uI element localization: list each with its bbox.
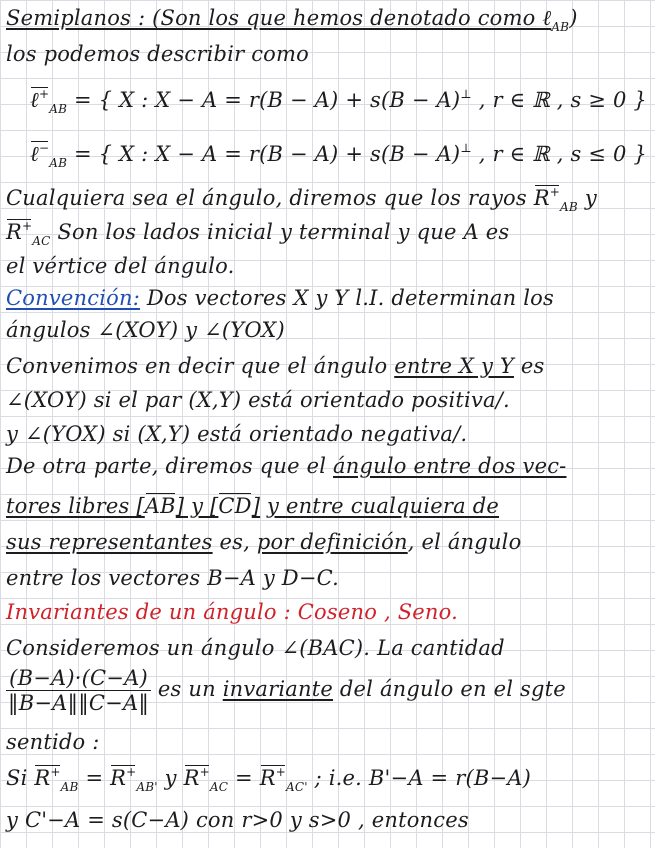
- overline-symbol: [34, 764, 60, 795]
- heading-text: Invariantes de un ángulo : Coseno , Seno.: [6, 600, 458, 624]
- text-line-14: [6, 492, 499, 520]
- text-line-12: [6, 420, 467, 448]
- formula-cosine-fraction: [6, 666, 566, 715]
- symbol: R: [183, 766, 200, 790]
- symbol: R: [6, 220, 23, 244]
- text: , el ángulo: [407, 530, 522, 554]
- text: entre los vectores B−A y D−C.: [6, 566, 340, 590]
- vector-ab: AB: [144, 494, 176, 518]
- text-line-5: [6, 184, 597, 215]
- text: Si: [6, 766, 35, 790]
- text-line-11: [6, 386, 510, 414]
- text: ángulos ∠(XOY) y ∠(YOX): [6, 318, 285, 342]
- subscript: AB: [560, 200, 578, 214]
- text: Consideremos un ángulo ∠(BAC). La cantidad: [6, 636, 505, 660]
- text: y C'−A = s(C−A) con r>0 y s>0 , entonces: [6, 808, 469, 832]
- text-line-9: [6, 316, 285, 344]
- text: los podemos describir como: [6, 42, 309, 66]
- superscript: +: [22, 219, 33, 233]
- superscript: +: [126, 765, 137, 779]
- text-line-8: [6, 284, 554, 312]
- subscript: AB: [551, 20, 570, 34]
- text: es un: [151, 677, 223, 701]
- superscript: +: [549, 185, 561, 199]
- text: ; i.e. B'−A = r(B−A): [307, 766, 532, 790]
- text: , r ∈ ℝ , s ≤ 0 }: [471, 142, 647, 166]
- text-line-7: [6, 252, 235, 280]
- underlined-text: y entre cualquiera de: [267, 494, 500, 518]
- heading-semiplanos: Semiplanos : (Son los que hemos denotado como ℓ: [6, 6, 552, 30]
- text: =: [228, 766, 260, 790]
- subscript: AB: [49, 156, 68, 170]
- text: Dos vectores X y Y l.I. determinan los: [139, 286, 554, 310]
- text: Son los lados inicial y terminal y que A es: [50, 220, 510, 244]
- subscript: AC: [32, 234, 51, 248]
- text-line-6: [6, 218, 509, 249]
- underlined-text: ] y [: [175, 494, 219, 518]
- text-line-2: [6, 40, 309, 68]
- text: , r ∈ ℝ , s ≥ 0 }: [471, 88, 647, 112]
- text-line-22: [6, 806, 469, 834]
- text-line-20: [6, 728, 100, 756]
- section-heading-invariantes: [6, 598, 458, 626]
- text: y ∠(YOX) si (X,Y) está orientado negativa/.: [6, 422, 468, 446]
- symbol: R: [533, 186, 550, 210]
- overline-symbol: [6, 218, 32, 249]
- perp-symbol: ⊥: [460, 87, 472, 101]
- fraction-denominator: ‖B−A‖‖C−A‖: [8, 691, 150, 715]
- perp-symbol: ⊥: [460, 141, 472, 155]
- subscript: AC': [285, 780, 308, 794]
- symbol: R: [34, 766, 51, 790]
- text-line-16: [6, 564, 339, 592]
- underlined-text: ]: [251, 494, 261, 518]
- text: sentido :: [6, 730, 100, 754]
- superscript: +: [50, 765, 61, 779]
- underlined-text: entre X y Y: [394, 354, 514, 378]
- text-line-13: [6, 452, 566, 480]
- superscript: +: [38, 87, 50, 101]
- text-line-21: [6, 764, 531, 795]
- text: =: [78, 766, 111, 790]
- text-line-15: [6, 528, 521, 556]
- text: Cualquiera sea el ángulo, diremos que los rayos: [6, 186, 534, 210]
- text: ): [569, 6, 578, 30]
- text-line-1: [6, 4, 578, 35]
- underlined-text: invariante: [222, 677, 334, 701]
- subscript: AB': [136, 780, 158, 794]
- symbol: ℓ: [30, 142, 39, 166]
- formula-halfplane-positive: [30, 86, 647, 117]
- symbol: R: [110, 766, 127, 790]
- text: Convenimos en decir que el ángulo: [6, 354, 395, 378]
- overline-symbol: [184, 764, 210, 795]
- text: es: [513, 354, 545, 378]
- text: De otra parte, diremos que el: [6, 454, 333, 478]
- text-line-18: [6, 634, 505, 662]
- overline-symbol: [30, 86, 49, 117]
- overline-symbol: [260, 764, 286, 795]
- text: [260, 494, 267, 518]
- subscript: AB: [49, 102, 68, 116]
- convention-label: Convención:: [6, 286, 140, 310]
- text-line-10: [6, 352, 544, 380]
- symbol: ℓ: [30, 88, 39, 112]
- underlined-text: ángulo entre dos vec-: [333, 454, 567, 478]
- text: = { X : X − A = r(B − A) + s(B − A): [67, 142, 461, 166]
- symbol: R: [259, 766, 276, 790]
- text: ∠(XOY) si el par (X,Y) está orientado positiva/.: [6, 388, 510, 412]
- superscript: −: [38, 141, 50, 155]
- overline-symbol: [30, 140, 49, 171]
- subscript: AB: [60, 780, 79, 794]
- text: = { X : X − A = r(B − A) + s(B − A): [67, 88, 461, 112]
- superscript: +: [275, 765, 286, 779]
- vector-cd: CD: [218, 494, 252, 518]
- underlined-text: tores libres [: [6, 494, 145, 518]
- fraction: [6, 666, 151, 715]
- fraction-numerator: (B−A)·(C−A): [6, 666, 151, 691]
- underlined-text: sus representantes: [6, 530, 213, 554]
- overline-symbol: [534, 184, 560, 215]
- text: es,: [212, 530, 257, 554]
- text: y: [157, 766, 184, 790]
- text: del ángulo en el sgte: [333, 677, 566, 701]
- text: y: [577, 186, 597, 210]
- superscript: +: [199, 765, 210, 779]
- overline-symbol: [110, 764, 136, 795]
- formula-halfplane-negative: [30, 140, 647, 171]
- subscript: AC: [209, 780, 229, 794]
- text: el vértice del ángulo.: [6, 254, 235, 278]
- underlined-text: por definición: [256, 530, 408, 554]
